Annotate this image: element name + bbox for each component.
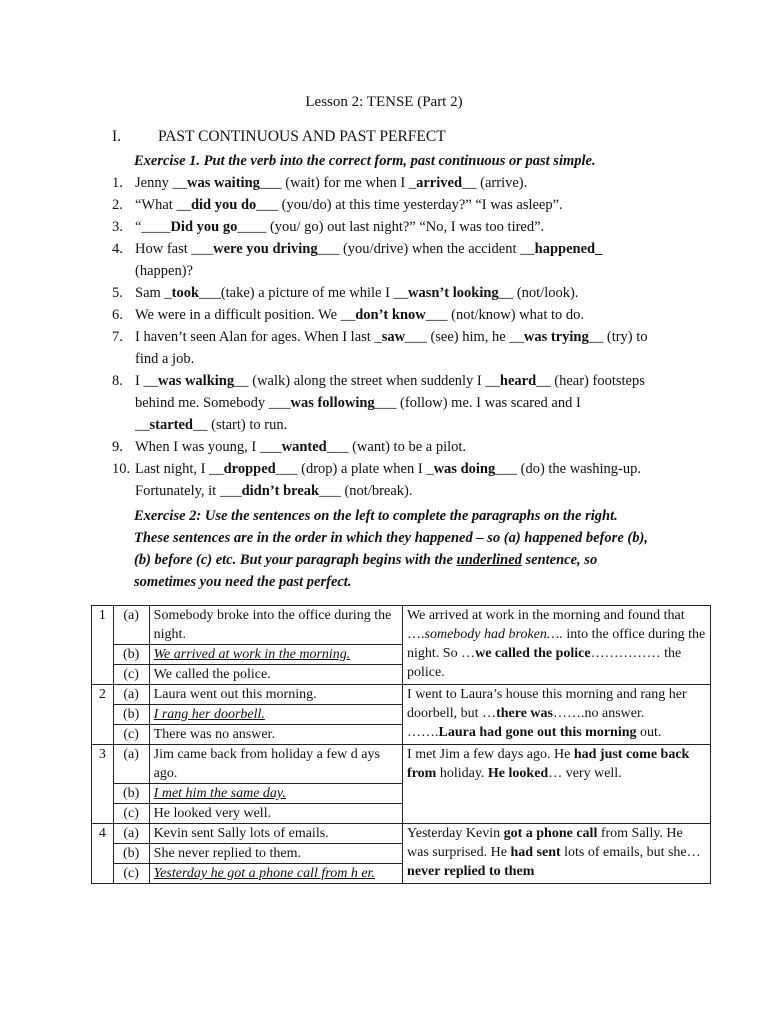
paragraph-cell xyxy=(403,824,711,884)
underlined-sentence: Yesterday he got a phone call from h er. xyxy=(153,866,375,881)
item-text: ____ (you/ go) out last night?” “No, I was too tired”. xyxy=(237,219,545,235)
sentence-text: He looked very well. xyxy=(153,806,272,821)
answer: didn’t break xyxy=(241,483,320,499)
item-text: How fast ___ xyxy=(135,241,214,257)
answer: Laura had gone out this morning xyxy=(438,725,637,740)
exercise-1-list xyxy=(0,172,768,502)
answer: took xyxy=(171,285,200,301)
sentence-text: Somebody broke into the office during the night. xyxy=(153,608,392,642)
sentence-letter: (a) xyxy=(113,824,149,844)
answer: got a phone call xyxy=(503,826,598,841)
item-text: ___ (drop) a plate when I _ xyxy=(275,461,434,477)
sentence-cell xyxy=(149,824,402,844)
item-text: Last night, I __ xyxy=(135,461,224,477)
section-title: PAST CONTINUOUS AND PAST PERFECT xyxy=(158,128,446,145)
answer: was following xyxy=(290,395,375,411)
paragraph-text: …….no answer. ……. xyxy=(407,706,645,740)
sentence-letter: (c) xyxy=(113,864,149,884)
item-text: “____ xyxy=(135,219,171,235)
sentence-letter: (c) xyxy=(113,725,149,745)
answer: wanted xyxy=(281,439,327,455)
item-number: 10. xyxy=(112,461,131,477)
group-number: 4 xyxy=(92,824,114,884)
underlined-sentence: We arrived at work in the morning. xyxy=(153,647,351,662)
paragraph-text: into the office during the night. So … xyxy=(407,627,706,661)
item-text: __ (not/look). xyxy=(498,285,579,301)
item-number: 8. xyxy=(112,373,123,389)
item-text: ___ (you/do) at this time yesterday?” “I was asleep”. xyxy=(256,197,563,213)
paragraph-text: lots of emails, but she… xyxy=(560,845,701,860)
table-row xyxy=(92,685,711,705)
sentence-cell xyxy=(149,705,402,725)
sentence-letter: (a) xyxy=(113,685,149,705)
answer: we called the police xyxy=(475,646,591,661)
paragraph-text: I went to Laura’s house this morning and rang her doorbell, but … xyxy=(407,687,687,721)
paragraph-cell xyxy=(403,745,711,824)
answer: happened_ xyxy=(534,241,603,257)
answer: wasn’t looking xyxy=(408,285,499,301)
sentence-letter: (b) xyxy=(113,844,149,864)
section-number: I. xyxy=(112,128,122,145)
section-heading xyxy=(112,128,446,146)
exercise-2-table xyxy=(91,605,711,884)
exercise-2-text: Exercise 2: Use the sentences on the left to complete the paragraphs on the right. These sentences are in the order in which they happened – so (a) happened before (b), (b) before (c) etc. But your paragraph begins with the xyxy=(134,508,648,568)
item-text: ___ (not/know) what to do. xyxy=(425,307,585,323)
group-number: 1 xyxy=(92,606,114,685)
answer: started xyxy=(149,417,193,433)
underlined-sentence: I rang her doorbell. xyxy=(153,707,265,722)
answer: there was xyxy=(496,706,553,721)
answer: was walking xyxy=(157,373,235,389)
item-number: 6. xyxy=(112,307,123,323)
paragraph-text: somebody had broken…. xyxy=(424,627,563,642)
item-text: ___ (want) to be a pilot. xyxy=(326,439,467,455)
exercise-item xyxy=(0,216,655,238)
sentence-text: There was no answer. xyxy=(153,727,275,742)
table-row xyxy=(92,824,711,844)
paragraph-cell xyxy=(403,685,711,745)
sentence-cell xyxy=(149,606,402,645)
table-row xyxy=(92,745,711,784)
item-number: 7. xyxy=(112,329,123,345)
sentence-letter: (a) xyxy=(113,745,149,784)
sentence-letter: (b) xyxy=(113,645,149,665)
group-number: 2 xyxy=(92,685,114,745)
answer: arrived xyxy=(416,175,463,191)
answer: were you driving xyxy=(213,241,318,257)
sentence-cell xyxy=(149,685,402,705)
exercise-item xyxy=(0,370,655,436)
item-number: 2. xyxy=(112,197,123,213)
item-text: When I was young, I ___ xyxy=(135,439,282,455)
paragraph-cell xyxy=(403,606,711,685)
exercise-item xyxy=(0,238,655,282)
item-text: ___ (not/break). xyxy=(319,483,413,499)
paragraph-text: from Sally. He was surprised. He xyxy=(407,826,683,860)
underlined-sentence: I met him the same day. xyxy=(153,786,286,801)
item-text: ___(take) a picture of me while I __ xyxy=(199,285,409,301)
sentence-letter: (a) xyxy=(113,606,149,645)
sentence-cell xyxy=(149,665,402,685)
exercise-item xyxy=(0,458,655,502)
sentence-cell xyxy=(149,725,402,745)
sentence-cell xyxy=(149,745,402,784)
item-text: We were in a difficult position. We __ xyxy=(135,307,356,323)
exercise-item xyxy=(0,172,655,194)
item-text: Jenny __ xyxy=(135,175,187,191)
sentence-cell xyxy=(149,645,402,665)
sentence-text: Kevin sent Sally lots of emails. xyxy=(153,826,329,841)
answer: never replied to them xyxy=(407,864,535,879)
answer: Did you go xyxy=(170,219,238,235)
exercise-item xyxy=(0,436,655,458)
item-text: ___ (you/drive) when the accident __ xyxy=(317,241,535,257)
sentence-text: Jim came back from holiday a few d ays ago. xyxy=(153,747,380,781)
paragraph-text: … very well. xyxy=(548,766,622,781)
item-text: __ (start) to run. xyxy=(193,417,288,433)
item-number: 9. xyxy=(112,439,123,455)
paragraph-text: …………… the police. xyxy=(407,646,682,680)
item-number: 4. xyxy=(112,241,123,257)
answer: had just come back from xyxy=(407,747,690,781)
answer: He looked xyxy=(487,766,549,781)
item-text: __ (arrive). xyxy=(462,175,528,191)
item-number: 5. xyxy=(112,285,123,301)
answer: heard xyxy=(499,373,537,389)
group-number: 3 xyxy=(92,745,114,824)
item-text: “What __ xyxy=(135,197,191,213)
paragraph-text: Yesterday Kevin xyxy=(407,826,504,841)
exercise-item xyxy=(0,282,655,304)
sentence-cell xyxy=(149,844,402,864)
item-text: (happen)? xyxy=(135,263,193,279)
exercise-1-heading: Exercise 1. Put the verb into the correct form, past continuous or past simple. xyxy=(134,153,596,169)
exercise-item xyxy=(0,326,655,370)
exercise-item xyxy=(0,304,655,326)
answer: had sent xyxy=(510,845,561,860)
table-row xyxy=(92,606,711,645)
sentence-letter: (c) xyxy=(113,665,149,685)
item-text: I haven’t seen Alan for ages. When I last _ xyxy=(135,329,382,345)
exercise-2-heading xyxy=(134,505,654,593)
paragraph-text: holiday. xyxy=(436,766,488,781)
paragraph-text: We arrived at work in the morning and found that …. xyxy=(407,608,685,642)
sentence-cell xyxy=(149,784,402,804)
exercise-2-tail: sentence, so sometimes you need the past perfect. xyxy=(134,552,598,590)
sentence-letter: (b) xyxy=(113,784,149,804)
sentence-cell xyxy=(149,804,402,824)
item-text: ___ (follow) me. I was scared and I __ xyxy=(135,395,581,433)
sentence-letter: (b) xyxy=(113,705,149,725)
item-text: I __ xyxy=(135,373,158,389)
answer: dropped xyxy=(223,461,276,477)
sentence-text: We called the police. xyxy=(153,667,271,682)
item-text: Sam _ xyxy=(135,285,172,301)
answer: was trying xyxy=(523,329,589,345)
answer: did you do xyxy=(190,197,257,213)
answer: don’t know xyxy=(355,307,426,323)
answer: was waiting xyxy=(186,175,260,191)
item-text: ___ (see) him, he __ xyxy=(405,329,524,345)
exercise-item xyxy=(0,194,655,216)
paragraph-text: I met Jim a few days ago. He xyxy=(407,747,574,762)
item-text: __ (walk) along the street when suddenly I __ xyxy=(234,373,500,389)
sentence-cell xyxy=(149,864,402,884)
item-text: __ (try) to find a job. xyxy=(135,329,648,367)
page-title: Lesson 2: TENSE (Part 2) xyxy=(305,94,463,110)
item-text: ___ (do) the washing-up. Fortunately, it ___ xyxy=(135,461,642,499)
sentence-text: Laura went out this morning. xyxy=(153,687,317,702)
item-number: 3. xyxy=(112,219,123,235)
item-number: 1. xyxy=(112,175,123,191)
sentence-letter: (c) xyxy=(113,804,149,824)
answer: saw xyxy=(381,329,406,345)
item-text: ___ (wait) for me when I _ xyxy=(259,175,417,191)
paragraph-text: out. xyxy=(636,725,662,740)
item-text: __ (hear) footsteps behind me. Somebody ___ xyxy=(135,373,645,411)
exercise-2-underlined-word: underlined xyxy=(456,552,522,568)
sentence-text: She never replied to them. xyxy=(153,846,302,861)
answer: was doing xyxy=(433,461,496,477)
